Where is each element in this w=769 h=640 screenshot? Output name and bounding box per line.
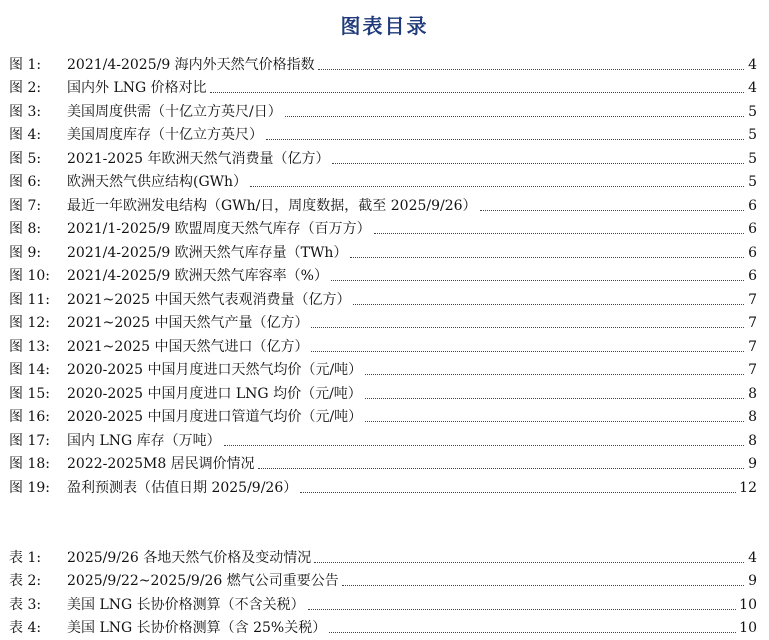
- dot-leader: [365, 374, 744, 375]
- entry-number: 图 19:: [9, 479, 50, 496]
- dot-leader: [342, 585, 744, 586]
- entry-page-number: 12: [739, 479, 757, 496]
- figure-entry[interactable]: [9, 473, 757, 497]
- entry-title: 美国周度库存（十亿立方英尺）: [67, 127, 263, 143]
- table-entry[interactable]: [9, 567, 757, 591]
- dot-leader: [250, 186, 744, 187]
- entry-title: 2022-2025M8 居民调价情况: [67, 456, 255, 472]
- entry-page-number: 10: [739, 596, 757, 613]
- entry-title: 国内外 LNG 价格对比: [67, 80, 207, 96]
- entry-page-number: 9: [748, 573, 757, 589]
- dot-leader: [266, 139, 744, 140]
- entry-number: 图 11:: [9, 291, 50, 308]
- dot-leader: [350, 257, 744, 258]
- dot-leader: [332, 163, 744, 164]
- figure-entry[interactable]: [9, 379, 757, 403]
- figure-entry[interactable]: [9, 97, 757, 121]
- dot-leader: [318, 69, 744, 70]
- dot-leader: [365, 421, 744, 422]
- dot-leader: [308, 609, 737, 610]
- figure-entry[interactable]: [9, 50, 757, 74]
- entry-page-number: 4: [748, 56, 757, 73]
- entry-number: 图 16:: [9, 409, 50, 425]
- entry-title: 2021/1-2025/9 欧盟周度天然气库存（百万方）: [67, 221, 371, 237]
- entry-page-number: 8: [748, 409, 757, 425]
- entry-title: 2020-2025 中国月度进口管道气均价（元/吨）: [67, 409, 363, 425]
- figure-entry[interactable]: [9, 262, 757, 286]
- dot-leader: [224, 445, 744, 446]
- entry-page-number: 5: [748, 174, 757, 190]
- entry-title: 2021~2025 中国天然气进口（亿方）: [67, 338, 309, 355]
- entry-title: 美国 LNG 长协价格测算（含 25%关税）: [67, 620, 327, 636]
- dot-leader: [314, 562, 744, 563]
- entry-title: 2021~2025 中国天然气产量（亿方）: [67, 315, 309, 331]
- entry-number: 图 5:: [9, 150, 42, 167]
- figure-entry[interactable]: [9, 332, 757, 356]
- entry-number: 图 2:: [9, 80, 42, 96]
- entry-page-number: 9: [748, 456, 757, 472]
- dot-leader: [285, 116, 744, 117]
- figure-list: [9, 50, 757, 497]
- dot-leader: [300, 492, 736, 493]
- dot-leader: [480, 210, 744, 211]
- entry-number: 表 2:: [9, 573, 42, 589]
- entry-page-number: 7: [748, 291, 757, 308]
- entry-title: 2020-2025 中国月度进口天然气均价（元/吨）: [67, 362, 363, 378]
- figure-entry[interactable]: [9, 403, 757, 427]
- entry-number: 图 4:: [9, 127, 42, 143]
- entry-number: 图 13:: [9, 338, 50, 355]
- table-entry[interactable]: [9, 590, 757, 614]
- figure-entry[interactable]: [9, 191, 757, 215]
- entry-number: 表 1:: [9, 549, 42, 566]
- entry-title: 2021/4-2025/9 欧洲天然气库存量（TWh）: [67, 244, 348, 261]
- figure-entry[interactable]: [9, 356, 757, 380]
- entry-page-number: 8: [748, 385, 757, 402]
- page-title: 图表目录: [340, 14, 429, 38]
- entry-title: 美国 LNG 长协价格测算（不含关税）: [67, 596, 305, 613]
- entry-page-number: 6: [748, 197, 757, 214]
- entry-title: 2021/4-2025/9 海内外天然气价格指数: [67, 56, 315, 73]
- entry-number: 图 15:: [9, 385, 50, 402]
- dot-leader: [353, 304, 744, 305]
- entry-title: 最近一年欧洲发电结构（GWh/日，周度数据，截至 2025/9/26）: [67, 197, 477, 214]
- entry-number: 图 3:: [9, 103, 42, 120]
- dot-leader: [374, 233, 744, 234]
- entry-number: 图 12:: [9, 315, 50, 331]
- dot-leader: [329, 632, 736, 633]
- entry-page-number: 5: [748, 127, 757, 143]
- entry-number: 图 9:: [9, 244, 42, 261]
- figure-entry[interactable]: [9, 168, 757, 192]
- entry-number: 图 1:: [9, 56, 42, 73]
- dot-leader: [311, 327, 744, 328]
- entry-page-number: 7: [748, 315, 757, 331]
- entry-number: 表 3:: [9, 596, 42, 613]
- dot-leader: [331, 280, 744, 281]
- entry-title: 2025/9/22~2025/9/26 燃气公司重要公告: [67, 573, 339, 589]
- entry-page-number: 6: [748, 268, 757, 284]
- dot-leader: [311, 351, 744, 352]
- table-entry[interactable]: [9, 543, 757, 567]
- entry-number: 图 7:: [9, 197, 42, 214]
- entry-number: 图 18:: [9, 456, 50, 472]
- figure-entry[interactable]: [9, 309, 757, 333]
- entry-number: 图 8:: [9, 221, 42, 237]
- dot-leader: [258, 468, 744, 469]
- entry-number: 图 10:: [9, 268, 50, 284]
- entry-title: 2020-2025 中国月度进口 LNG 均价（元/吨）: [67, 385, 362, 402]
- table-list: [9, 543, 757, 637]
- figure-entry[interactable]: [9, 215, 757, 239]
- entry-title: 2021~2025 中国天然气表观消费量（亿方）: [67, 291, 351, 308]
- entry-title: 盈利预测表（估值日期 2025/9/26）: [67, 479, 298, 496]
- figure-entry[interactable]: [9, 74, 757, 98]
- entry-page-number: 10: [739, 620, 757, 636]
- figure-entry[interactable]: [9, 426, 757, 450]
- entry-title: 2025/9/26 各地天然气价格及变动情况: [67, 549, 312, 566]
- entry-number: 图 6:: [9, 174, 42, 190]
- entry-number: 图 17:: [9, 432, 50, 449]
- entry-number: 图 14:: [9, 362, 50, 378]
- entry-page-number: 7: [748, 362, 757, 378]
- entry-page-number: 6: [748, 244, 757, 261]
- entry-page-number: 5: [748, 150, 757, 167]
- entry-page-number: 5: [748, 103, 757, 120]
- entry-page-number: 4: [748, 549, 757, 566]
- figure-entry[interactable]: [9, 144, 757, 168]
- figure-entry[interactable]: [9, 121, 757, 145]
- entry-title: 美国周度供需（十亿立方英尺/日）: [67, 103, 282, 120]
- entry-page-number: 8: [748, 432, 757, 449]
- entry-title: 国内 LNG 库存（万吨）: [67, 432, 221, 449]
- entry-page-number: 4: [748, 80, 757, 96]
- dot-leader: [210, 92, 744, 93]
- figure-entry[interactable]: [9, 450, 757, 474]
- table-entry[interactable]: [9, 614, 757, 638]
- figure-entry[interactable]: [9, 238, 757, 262]
- figure-entry[interactable]: [9, 285, 757, 309]
- entry-title: 2021-2025 年欧洲天然气消费量（亿方）: [67, 150, 330, 167]
- entry-number: 表 4:: [9, 620, 42, 636]
- entry-page-number: 7: [748, 338, 757, 355]
- entry-title: 欧洲天然气供应结构(GWh）: [67, 174, 248, 190]
- dot-leader: [365, 398, 744, 399]
- entry-page-number: 6: [748, 221, 757, 237]
- entry-title: 2021/4-2025/9 欧洲天然气库容率（%）: [67, 268, 328, 284]
